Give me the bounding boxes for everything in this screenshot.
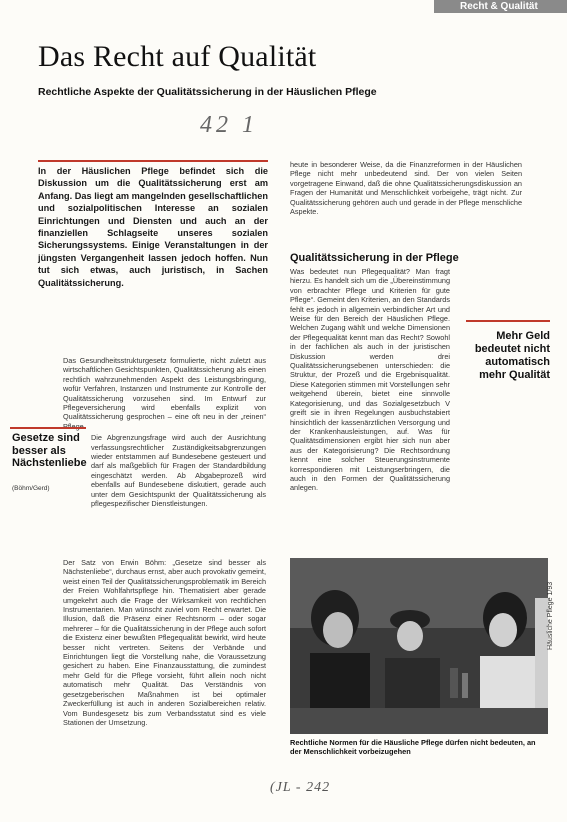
paragraph: Das Gesundheitsstrukturgesetz formulierte, nicht zuletzt aus wirtschaftlichen Gesichtspunkten, Qualitätssicherung als einen rechtlich wahrzunehmenden Aspekt des Leistungsbringung, wofür Verfahren, Instanzen und Instrumente zur Kontrolle der Qualitätssicherung vorzusehen sind. Im Entwurf zur Pflegeversicherung wird ebenfalls explizit von Qualitätssicherung gesprochen – eine oft neu in der „reinen“: [63, 356, 266, 422]
page-number: (JL - 242: [270, 780, 331, 795]
side-heading: Gesetze sind besser als Nächstenliebe: [12, 432, 87, 469]
paragraph: heute in besonderer Weise, da die Finanzreformen in der Häuslichen Pflege nicht mehr unbedeutend sind. Der von vielen Seiten vorgetragene Einwand, daß die ohne Qualitätssicherungsdiskussion an Fragen der Humanität und Menschlichkeit vorbeigehe, trägt nicht. Zur Qualitätssicherung gehören auch und gerade in der Pflege menschliche Aspekte.: [290, 160, 522, 217]
body-text-right-1: [290, 160, 522, 218]
paragraph: Der Satz von Erwin Böhm: „Gesetze sind besser als Nächstenliebe“, durchaus ernst, aber auch provokativ gemeint, weist einen Teil der Qualitätssicherungsproblematik im Bereich der Freien Wohlfahrtspflege hin. Thematisiert aber gerade umgekehrt auch die Frage der Wirksamkeit von rechtlichen Instrumentarien. Man wünscht zuviel vom Recht erwartet. Die Illusion, daß die Präsenz einer Rechtsnorm – oder sogar mehrerer – für die Qualitätssicherung in der Pflege auch sofort die Existenz einer bewußten Pflegequalität bewirkt, wird heute besser nicht vertreten. Seitens der Verbände und Einrichtungen liegt die Vorstellung nahe, die Voraussetzung gesichert zu haben. Eine Finanzausstattung, die zumindest mehr Geld für die Pflege vorsieht, führt allein noch nicht automatisch mehr Qualität. Das Verständnis von gesetzgeberischen Maßnahmen ist bei optimaler Zweckerfüllung ist auch in anderen Sozialbereichen relativ. Vom Bundesgesetz bis zum Verbandsstatut sind es viele Stationen der Umsetzung.: [63, 558, 266, 727]
side-rule: [10, 427, 86, 429]
lead-paragraph: In der Häuslichen Pflege befindet sich die Diskussion um die Qualitätssicherung erst am Anfang. Das liegt am mangelnden gesellschaftlichen und sozialpolitischen Interesse an sozialen Einrichtungen und Diensten und auch an der finanziellen Schlagseite unseres sozialen Sicherungssystems. Einige Veranstaltungen in der jüngsten Vergangenheit lassen jedoch hoffen. Nun tut sich etwas, auch juristisch, in Sachen Qualitätssicherung.: [38, 166, 268, 288]
pull-quote-rule: [466, 320, 550, 322]
photo-credit: Häusliche Pflege 1/93: [547, 581, 554, 650]
section-heading: Qualitätssicherung in der Pflege: [290, 252, 459, 264]
article-subtitle: Rechtliche Aspekte der Qualitätssicherung in der Häuslichen Pflege: [38, 86, 377, 98]
body-text-left-2: [63, 558, 266, 729]
handwritten-note: 42 1: [200, 112, 258, 138]
section-tab: Recht & Qualität: [434, 0, 567, 13]
paragraph: Die Abgrenzungsfrage wird auch der Ausrichtung verfassungsrechtlicher Zuständigkeitsabgrenzungen wieder entstammen auf Bundesebene gesteuert und darf als maßgeblich für Fragen der Standardbildung eingeschätzt werden. Ab Abgabeprozeß wird ebenfalls auf Bundesebene diskutiert, gerade auch unter dem Gesichtspunkt der Qualitätssicherung als pflegespezifischer Dienstleistungen.: [91, 433, 266, 509]
body-text-left-1: [63, 356, 266, 511]
article-photo: [290, 558, 548, 734]
article-title: Das Recht auf Qualität: [38, 40, 317, 73]
side-source: (Böhm/Gerd): [12, 485, 50, 492]
lead-rule: [38, 160, 268, 162]
photo-caption: Rechtliche Normen für die Häusliche Pflege dürfen nicht bedeuten, an der Menschlichkeit vorbeizugehen: [290, 738, 536, 756]
pull-quote: Mehr Geld bedeutet nicht automatisch mehr Qualität: [474, 330, 550, 381]
paragraph: Was bedeutet nun Pflegequalität? Man fragt hierzu. Es handelt sich um die „Übereinstimmung von erbrachter Pflege und Kriterien für gute Pflege“. Gemeint den Kriterien, an den Standards fehlt es jedoch in allgemein verbindlicher Art und Weise für den Bereich der Häuslichen Pflege. Welchen Zugang wählt und welche Dimensionen der Pflegequalität kennt man das Recht? Sowohl in der fachlichen als auch in der juristischen Diskussion werden drei Qualitätssicherungsebenen unterschieden: die Struktur, der Prozeß und die Ergebnisqualität. Diese Kategorien stimmen mit Vorstellungen sehr weitgehend überein, bietet eine sinnvolle Kategorisierung, und das Sozialgesetzbuch V greift sie in ihren Regelungen ausbuchstabiert hinsichtlich der kassenärztlichen Versorgung und der Krankenhausleistungen, auf. Was für Qualitätsdimensionen ergibt hier sich nun aber aus der Kategorisierung? Die Rechtsordnung kennt eine solcher Steuerungsinstrumente korrespondieren mit Leistungserbringern, die auch in den Formen der Qualitätssicherung anlegen.: [290, 267, 450, 493]
photo-illustration: [290, 558, 548, 734]
